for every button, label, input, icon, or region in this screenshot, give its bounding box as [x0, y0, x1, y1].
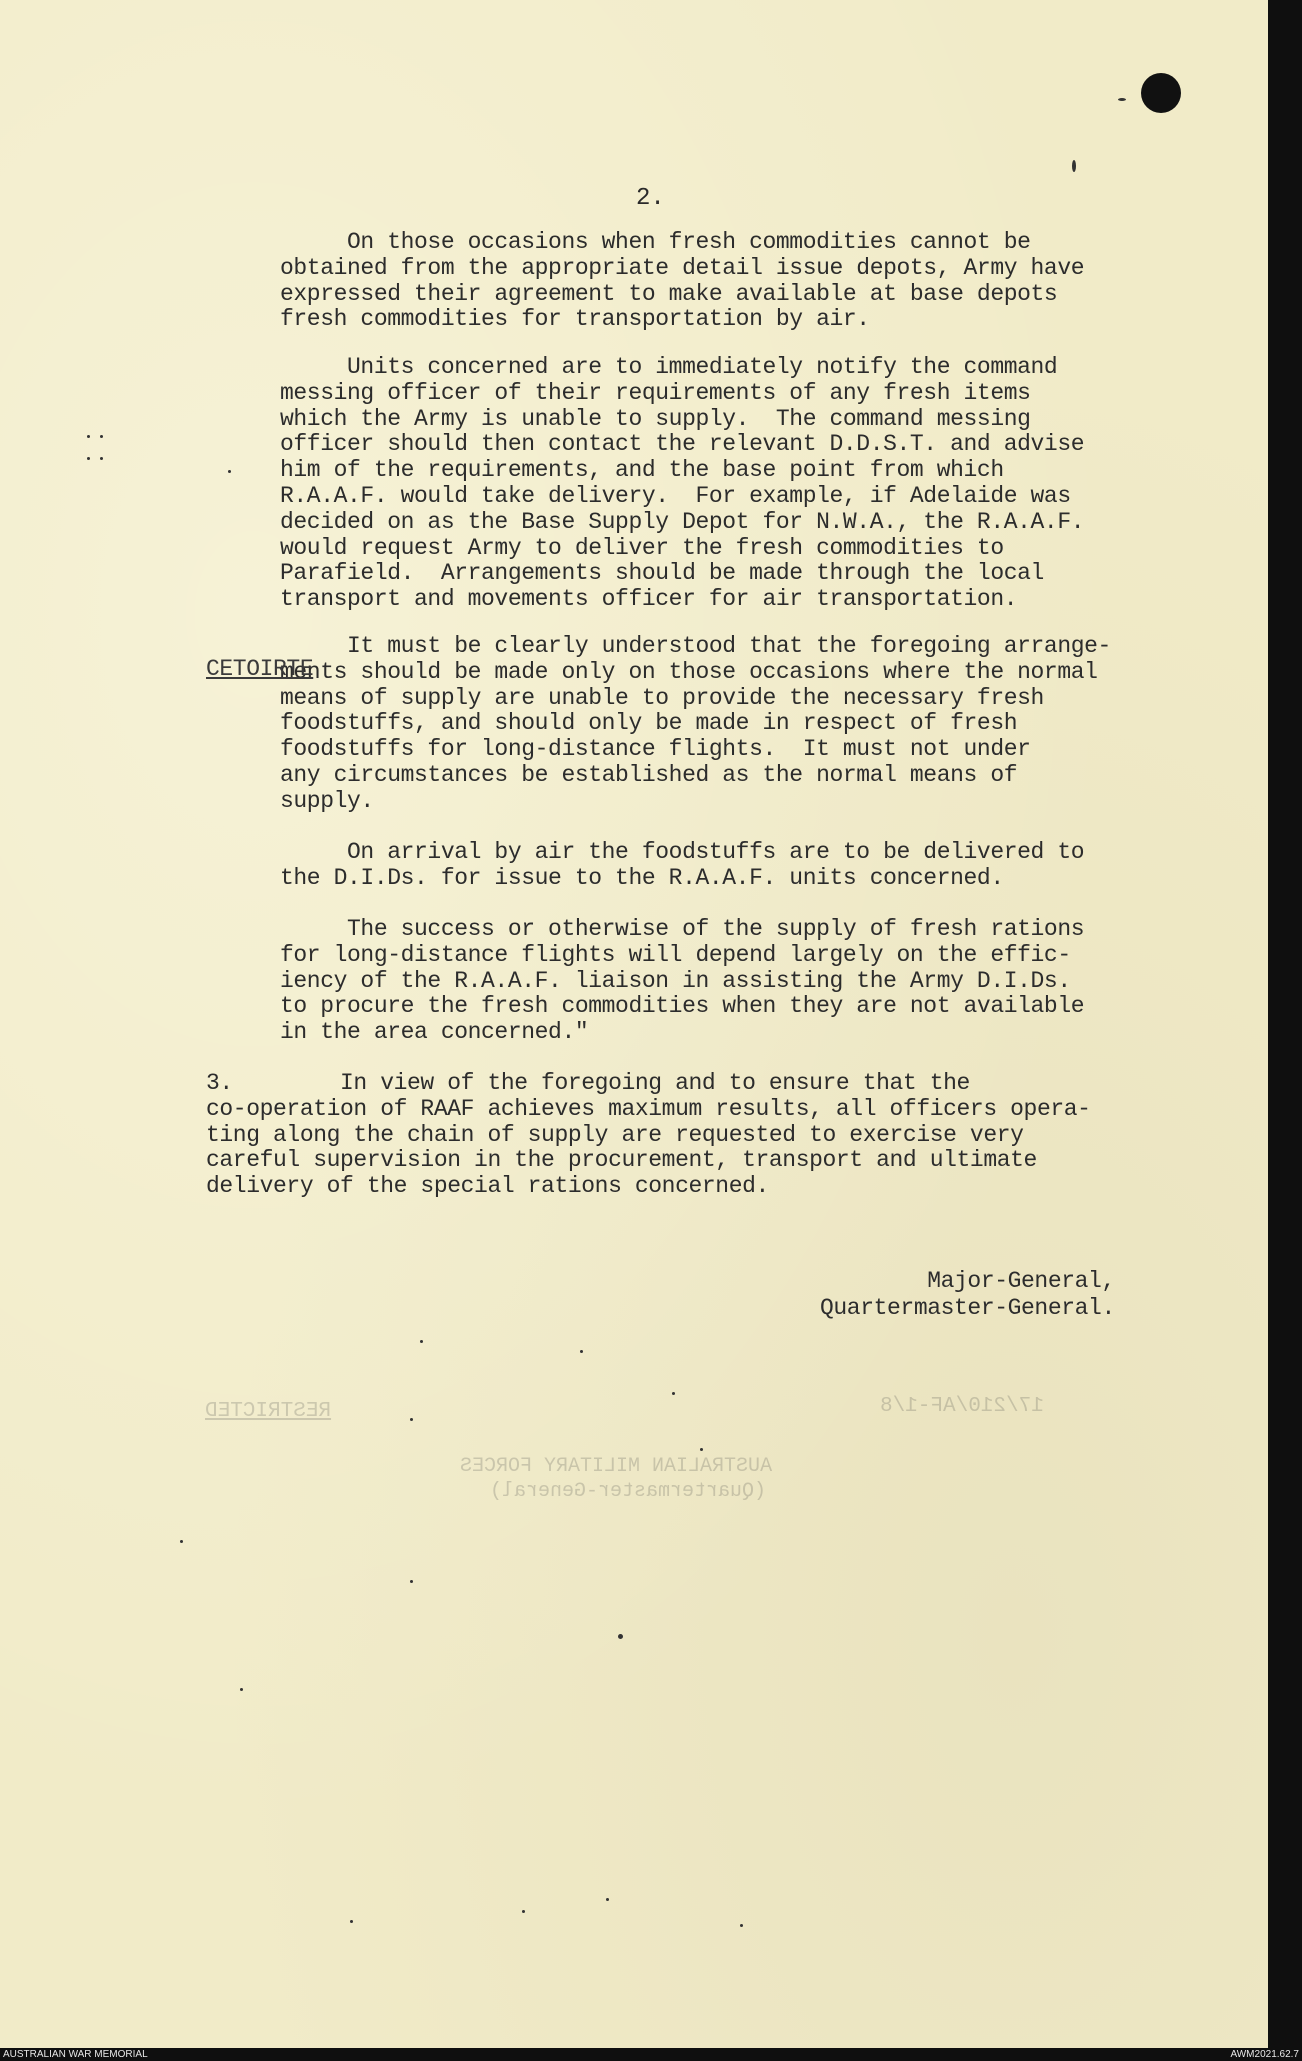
signature-block — [820, 1268, 1115, 1322]
footer-accession-number: AWM2021.62.7 — [1230, 2049, 1299, 2060]
paper-speck — [672, 1392, 675, 1395]
paper-speck — [700, 1448, 703, 1451]
paper-speck — [1072, 160, 1076, 172]
paragraph-arrival-by-air: On arrival by air the foodstuffs are to be delivered to the D.I.Ds. for issue to the R.A.A.F. units concerned. — [280, 839, 1085, 891]
paper-speck — [240, 1688, 243, 1691]
paper-speck — [87, 457, 90, 460]
paper-speck — [1118, 98, 1126, 101]
paper-speck — [87, 435, 90, 438]
paper-speck — [350, 1920, 353, 1923]
paragraph-clearly-understood: It must be clearly understood that the foregoing arrange- ments should be made only on those occasions where the normal means of supply are unable to provide the necessary fresh foodstuffs, and should only be made in respect of fresh foodstuffs for long-distance flights. It must not under any circumstances be established as the normal means of supply. — [280, 633, 1111, 814]
paper-speck — [180, 1540, 183, 1543]
paragraph-section-3: 3. In view of the foregoing and to ensure that the co-operation of RAAF achieves maximum results, all officers opera- ting along the chain of supply are requested to exercise very careful supervision in the procurement, transport and ultimate delivery of the special rations concerned. — [206, 1070, 1091, 1200]
signature-title: Quartermaster-General. — [820, 1295, 1115, 1321]
margin-mark: CETOIRTE — [206, 656, 314, 682]
page-number: 2. — [636, 185, 665, 212]
signature-rank: Major-General, — [927, 1268, 1115, 1294]
paper-speck — [606, 1898, 609, 1901]
paragraph-fresh-commodities: On those occasions when fresh commodities cannot be obtained from the appropriate detail issue depots, Army have expressed their agreement to make available at base depots fresh commodities for transportation by air. — [280, 229, 1085, 333]
show-through-file-number: 17/210/AF-1/8 — [880, 1395, 1044, 1418]
show-through-heading: AUSTRALIAN MILITARY FORCES — [460, 1455, 773, 1478]
footer-institution: AUSTRALIAN WAR MEMORIAL — [3, 2049, 148, 2060]
show-through-restricted: RESTRICTED — [205, 1400, 332, 1423]
paper-speck — [420, 1340, 423, 1343]
paper-speck — [100, 435, 103, 438]
show-through-subheading: (Quartermaster-General) — [490, 1480, 767, 1503]
paper-speck — [618, 1634, 623, 1639]
paper-speck — [580, 1350, 583, 1353]
paper-speck — [410, 1580, 413, 1583]
paper-speck — [410, 1418, 413, 1421]
paper-speck — [100, 457, 103, 460]
paper-speck — [228, 470, 231, 473]
paragraph-success-or-otherwise: The success or otherwise of the supply of fresh rations for long-distance flights will depend largely on the effic- iency of the R.A.A.F. liaison in assisting the Army D.I.Ds. to procure the fresh commodities when they are not available in the area concerned." — [280, 916, 1085, 1046]
paper-speck — [522, 1910, 525, 1913]
paper-speck — [740, 1924, 743, 1927]
paragraph-units-concerned: Units concerned are to immediately notify the command messing officer of their requirements of any fresh items which the Army is unable to supply. The command messing officer should then contact the relevant D.D.S.T. and advise him of the requirements, and the base point from which R.A.A.F. would take delivery. For example, if Adelaide was decided on as the Base Supply Depot for N.W.A., the R.A.A.F. would request Army to deliver the fresh commodities to Parafield. Arrangements should be made through the local transport and movements officer for air transportation. — [280, 354, 1085, 613]
punch-hole — [1141, 73, 1181, 113]
